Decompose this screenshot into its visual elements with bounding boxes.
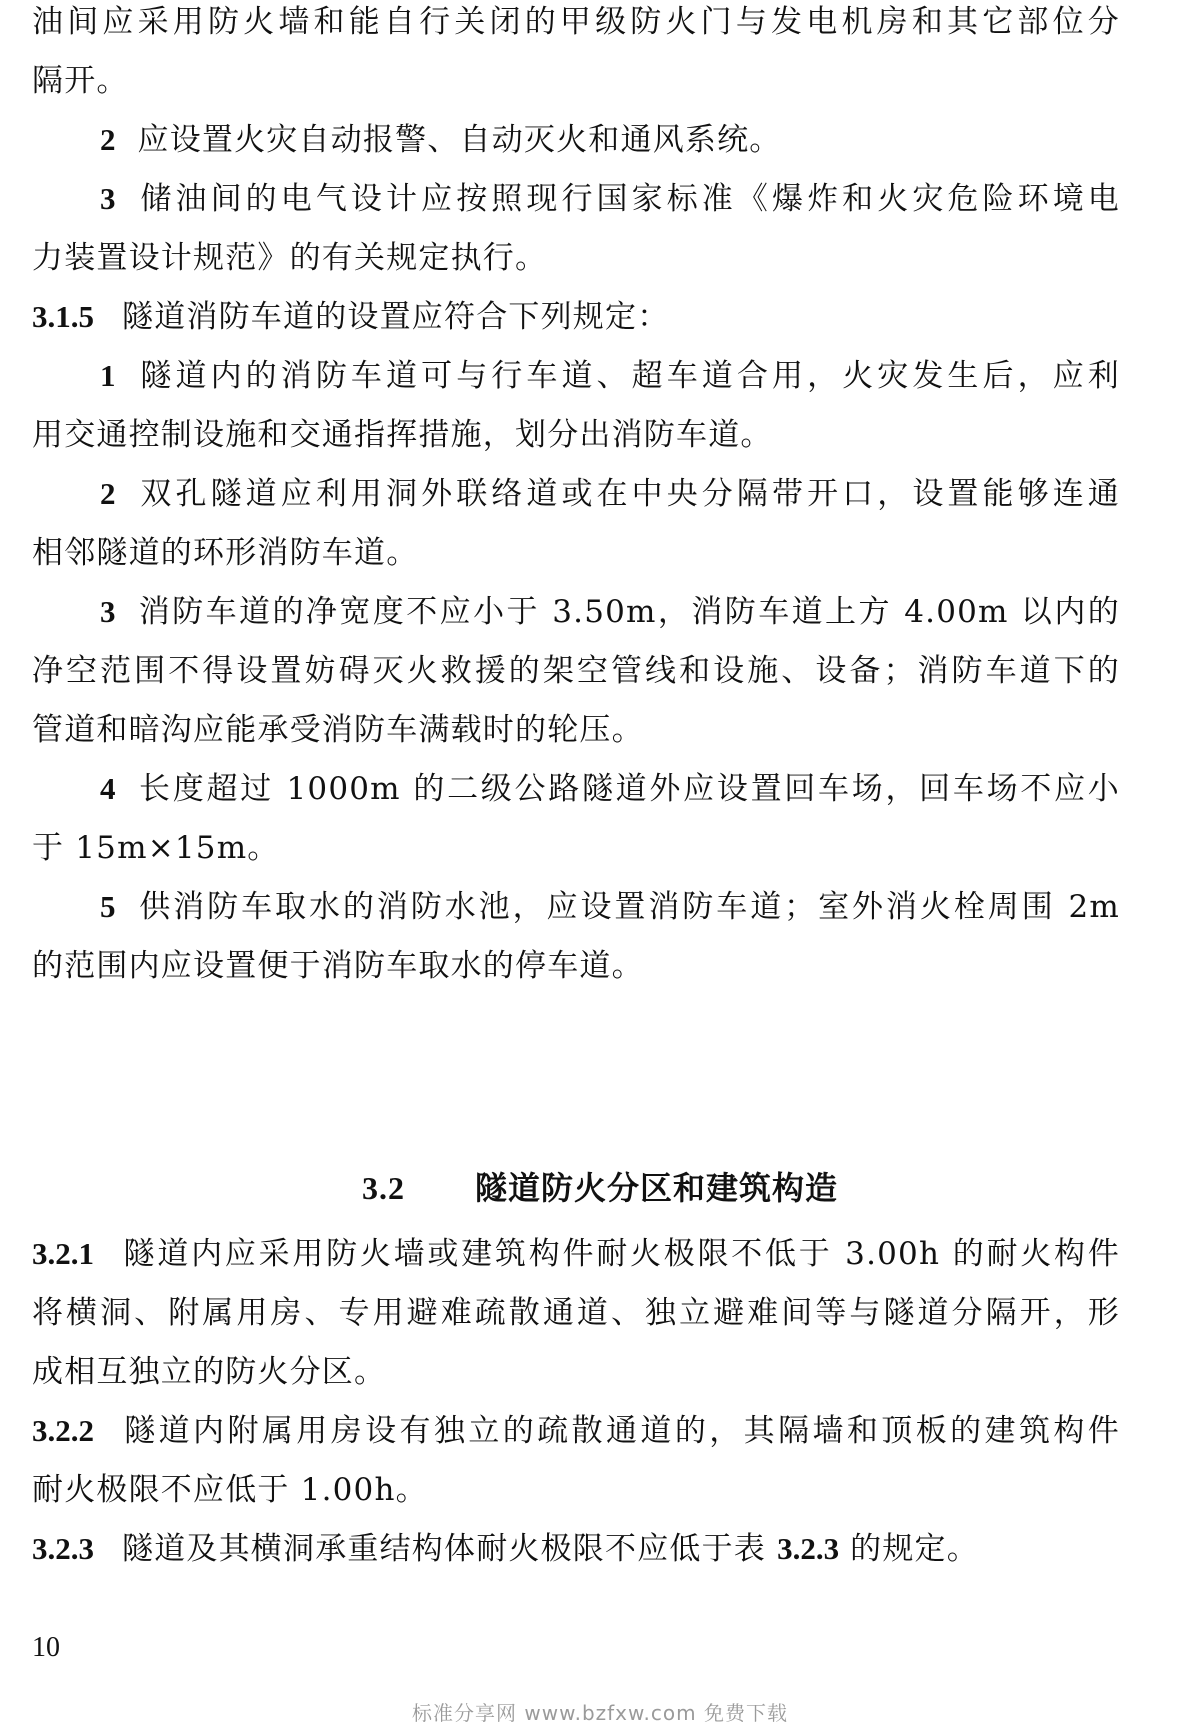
item-number: 5 (100, 889, 116, 924)
text-line: 将横洞、附属用房、专用避难疏散通道、独立避难间等与隧道分隔开，形 (32, 1295, 1120, 1331)
list-item: 5 供消防车取水的消防水池，应设置消防车道；室外消火栓周围 2m (100, 889, 1120, 925)
text-line: 油间应采用防火墙和能自行关闭的甲级防火门与发电机房和其它部位分 (32, 4, 1120, 40)
clause-number: 3.2.3 (32, 1531, 94, 1566)
clause-number: 3.1.5 (32, 299, 94, 334)
list-item: 2 应设置火灾自动报警、自动灭火和通风系统。 (100, 122, 782, 158)
text-line: 于 15m×15m。 (32, 830, 280, 866)
text-line: 相邻隧道的环形消防车道。 (32, 535, 419, 571)
clause-heading: 3.1.5 隧道消防车道的设置应符合下列规定： (32, 299, 670, 335)
text-line: 耐火极限不应低于 1.00h。 (32, 1472, 428, 1508)
clause-line: 3.2.3 隧道及其横洞承重结构体耐火极限不应低于表 3.2.3 的规定。 (32, 1531, 979, 1567)
item-number: 2 (100, 122, 116, 157)
clause-line: 3.2.1 隧道内应采用防火墙或建筑构件耐火极限不低于 3.00h 的耐火构件 (32, 1236, 1120, 1272)
item-number: 2 (100, 476, 116, 511)
text-line: 净空范围不得设置妨碍灭火救援的架空管线和设施、设备；消防车道下的 (32, 653, 1120, 689)
watermark-text: 标准分享网 www.bzfxw.com 免费下载 (412, 1701, 788, 1725)
text-line: 力装置设计规范》的有关规定执行。 (32, 240, 548, 276)
clause-number: 3.2.1 (32, 1236, 94, 1271)
page-number: 10 (32, 1632, 60, 1663)
table-reference: 3.2.3 (777, 1531, 840, 1566)
text-line: 隔开。 (32, 63, 129, 99)
item-number: 3 (100, 181, 116, 216)
list-item: 2 双孔隧道应利用洞外联络道或在中央分隔带开口，设置能够连通 (100, 476, 1120, 512)
text-line: 用交通控制设施和交通指挥措施，划分出消防车道。 (32, 417, 773, 453)
section-title: 隧道防火分区和建筑构造 (474, 1169, 838, 1207)
section-number: 3.2 (361, 1170, 405, 1206)
item-number: 1 (100, 358, 116, 393)
section-heading (0, 1168, 1200, 1208)
item-number: 4 (100, 771, 116, 806)
clause-number: 3.2.2 (32, 1413, 94, 1448)
list-item: 3 消防车道的净宽度不应小于 3.50m，消防车道上方 4.00m 以内的 (100, 594, 1120, 630)
list-item: 4 长度超过 1000m 的二级公路隧道外应设置回车场，回车场不应小 (100, 771, 1120, 807)
list-item: 1 隧道内的消防车道可与行车道、超车道合用，火灾发生后，应利 (100, 358, 1120, 394)
item-number: 3 (100, 594, 116, 629)
list-item: 3 储油间的电气设计应按照现行国家标准《爆炸和火灾危险环境电 (100, 181, 1120, 217)
text-line: 管道和暗沟应能承受消防车满载时的轮压。 (32, 712, 644, 748)
clause-line: 3.2.2 隧道内附属用房设有独立的疏散通道的，其隔墙和顶板的建筑构件 (32, 1413, 1120, 1449)
text-line: 的范围内应设置便于消防车取水的停车道。 (32, 948, 644, 984)
text-line: 成相互独立的防火分区。 (32, 1354, 387, 1390)
